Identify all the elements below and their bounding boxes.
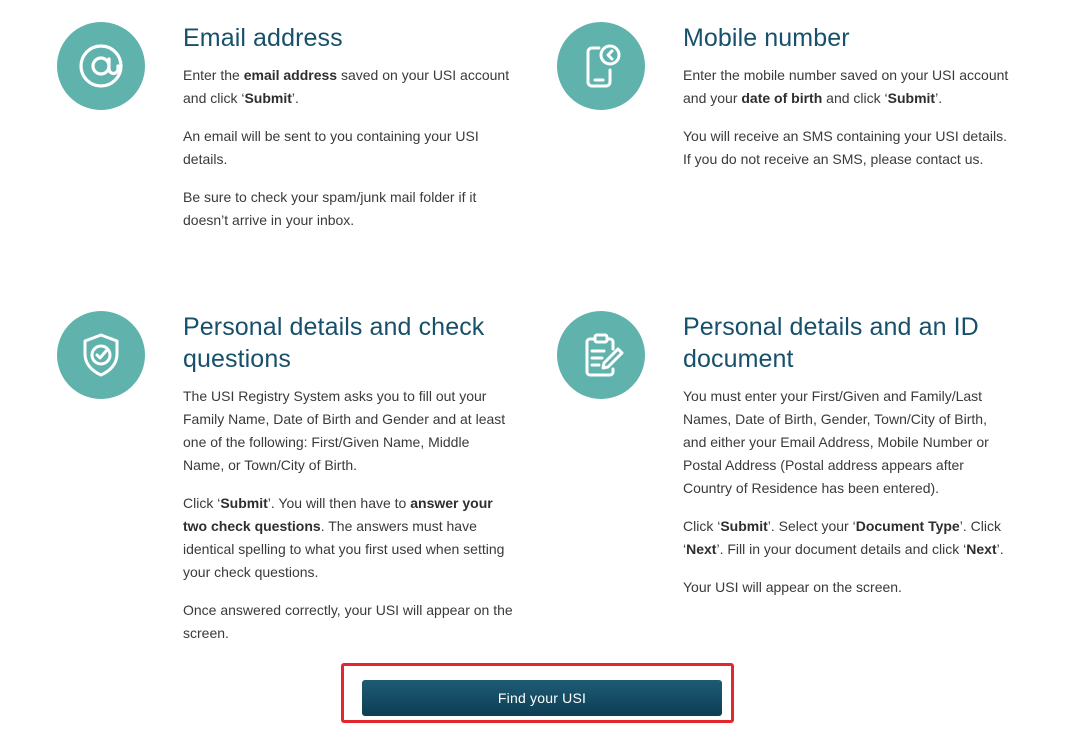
emphasis-text: answer your two check questions: [183, 495, 493, 534]
clipboard-edit-icon: [557, 311, 645, 399]
emphasis-text: email address: [243, 67, 338, 83]
at-sign-icon: [57, 22, 145, 110]
mobile-phone-icon: [557, 22, 645, 110]
option-paragraph: You must enter your First/Given and Family/Last Names, Date of Birth, Gender, Town/City of Birth, and either your Email Address, Mobile Number or Postal Address (Postal address appears after Country of Residence has been entered).: [683, 388, 989, 496]
option-paragraph: Once answered correctly, your USI will appear on the screen.: [183, 602, 513, 641]
option-paragraph: Enter the email address saved on your USI account and click ‘Submit’.: [183, 67, 510, 106]
emphasis-text: Submit: [220, 495, 268, 511]
emphasis-text: Submit: [720, 518, 768, 534]
emphasis-text: Submit: [887, 90, 936, 106]
emphasis-text: Next: [686, 541, 717, 557]
option-paragraph: Click ‘Submit’. You will then have to answer your two check questions. The answers must have identical spelling to what you first used when setting your check questions.: [183, 495, 505, 580]
option-title: Personal details and an ID document: [683, 313, 979, 373]
option-card-body: [683, 22, 1013, 171]
shield-check-icon: [57, 311, 145, 399]
option-card-body: [683, 311, 1013, 599]
option-paragraph: Enter the mobile number saved on your USI account and your date of birth and click ‘Submit’.: [683, 67, 1009, 106]
option-title: Email address: [183, 24, 343, 52]
option-paragraph: Your USI will appear on the screen.: [683, 579, 902, 595]
find-your-usi-button[interactable]: Find your USI: [362, 680, 722, 716]
emphasis-text: Document Type: [855, 518, 960, 534]
emphasis-text: Next: [966, 541, 997, 557]
option-paragraph: Be sure to check your spam/junk mail folder if it doesn’t arrive in your inbox.: [183, 189, 477, 228]
option-card-body: [183, 22, 513, 232]
option-card-body: [183, 311, 513, 645]
option-paragraph: Click ‘Submit’. Select your ‘Document Type’. Click ‘Next’. Fill in your document details and click ‘Next’.: [683, 518, 1004, 557]
option-paragraph: You will receive an SMS containing your USI details. If you do not receive an SMS, please contact us.: [683, 128, 1007, 167]
option-paragraph: An email will be sent to you containing your USI details.: [183, 128, 479, 167]
emphasis-text: Submit: [244, 90, 292, 106]
option-title: Mobile number: [683, 24, 850, 52]
option-paragraph: The USI Registry System asks you to fill out your Family Name, Date of Birth and Gender and at least one of the following: First/Given Name, Middle Name, or Town/City of Birth.: [183, 388, 506, 473]
emphasis-text: date of birth: [741, 90, 823, 106]
option-title: Personal details and check questions: [183, 313, 485, 373]
